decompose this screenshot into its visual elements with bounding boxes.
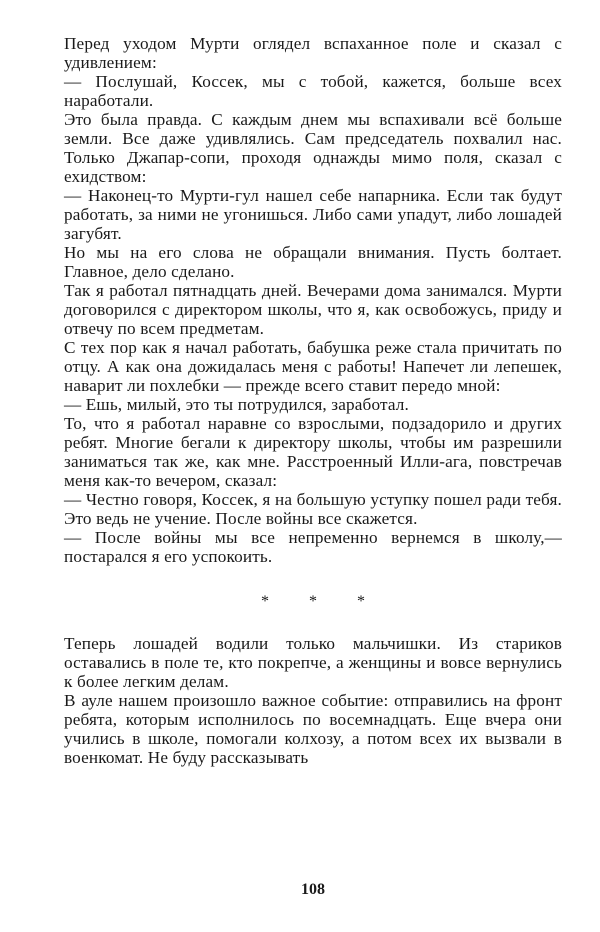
paragraph: Теперь лошадей водили только мальчишки. Из стариков оставались в поле те, кто покрепче, а женщины и вовсе вернулись к более легким делам.	[64, 634, 562, 691]
section-divider: * * *	[261, 593, 383, 610]
paragraph: — Ешь, милый, это ты потрудился, заработал.	[64, 395, 409, 414]
text-block-top	[64, 34, 562, 566]
paragraph: Но мы на его слова не обращали внимания. Пусть болтает. Главное, дело сделано.	[64, 243, 562, 281]
paragraph: В ауле нашем произошло важное событие: отправились на фронт ребята, которым исполнилось по восемнадцать. Еще вчера они учились в школе, помогали колхозу, а потом всех их вызвали в военкомат. Не буду рассказывать	[64, 691, 562, 767]
paragraph: — Наконец-то Мурти-гул нашел себе напарника. Если так будут работать, за ними не угонишься. Либо сами упадут, либо лошадей загубят.	[64, 186, 562, 243]
paragraph: Перед уходом Мурти оглядел вспаханное поле и сказал с удивлением:	[64, 34, 562, 72]
paragraph: — После войны мы все непременно вернемся в школу,— постарался я его успокоить.	[64, 528, 562, 566]
paragraph: Так я работал пятнадцать дней. Вечерами дома занимался. Мурти договорился с директором школы, что я, как освобожусь, приду и отвечу по всем предметам.	[64, 281, 562, 338]
paragraph: — Честно говоря, Коссек, я на большую уступку пошел ради тебя. Это ведь не учение. После войны все скажется.	[64, 490, 562, 528]
page-number: 108	[301, 881, 325, 898]
paragraph: Это была правда. С каждым днем мы вспахивали всё больше земли. Все даже удивлялись. Сам председатель похвалил нас. Только Джапар-сопи, проходя однажды мимо поля, сказал с ехидством:	[64, 110, 562, 186]
text-block-bottom	[64, 634, 562, 767]
paragraph: С тех пор как я начал работать, бабушка реже стала причитать по отцу. А как она дожидалась меня с работы! Напечет ли лепешек, наварит ли похлебки — прежде всего ставит передо мной:	[64, 338, 562, 395]
paragraph: То, что я работал наравне со взрослыми, подзадорило и других ребят. Многие бегали к директору школы, чтобы им разрешили заниматься так же, как мне. Расстроенный Илли-ага, повстречав меня как-то вечером, сказал:	[64, 414, 562, 490]
paragraph: — Послушай, Коссек, мы с тобой, кажется, больше всех наработали.	[64, 72, 562, 110]
